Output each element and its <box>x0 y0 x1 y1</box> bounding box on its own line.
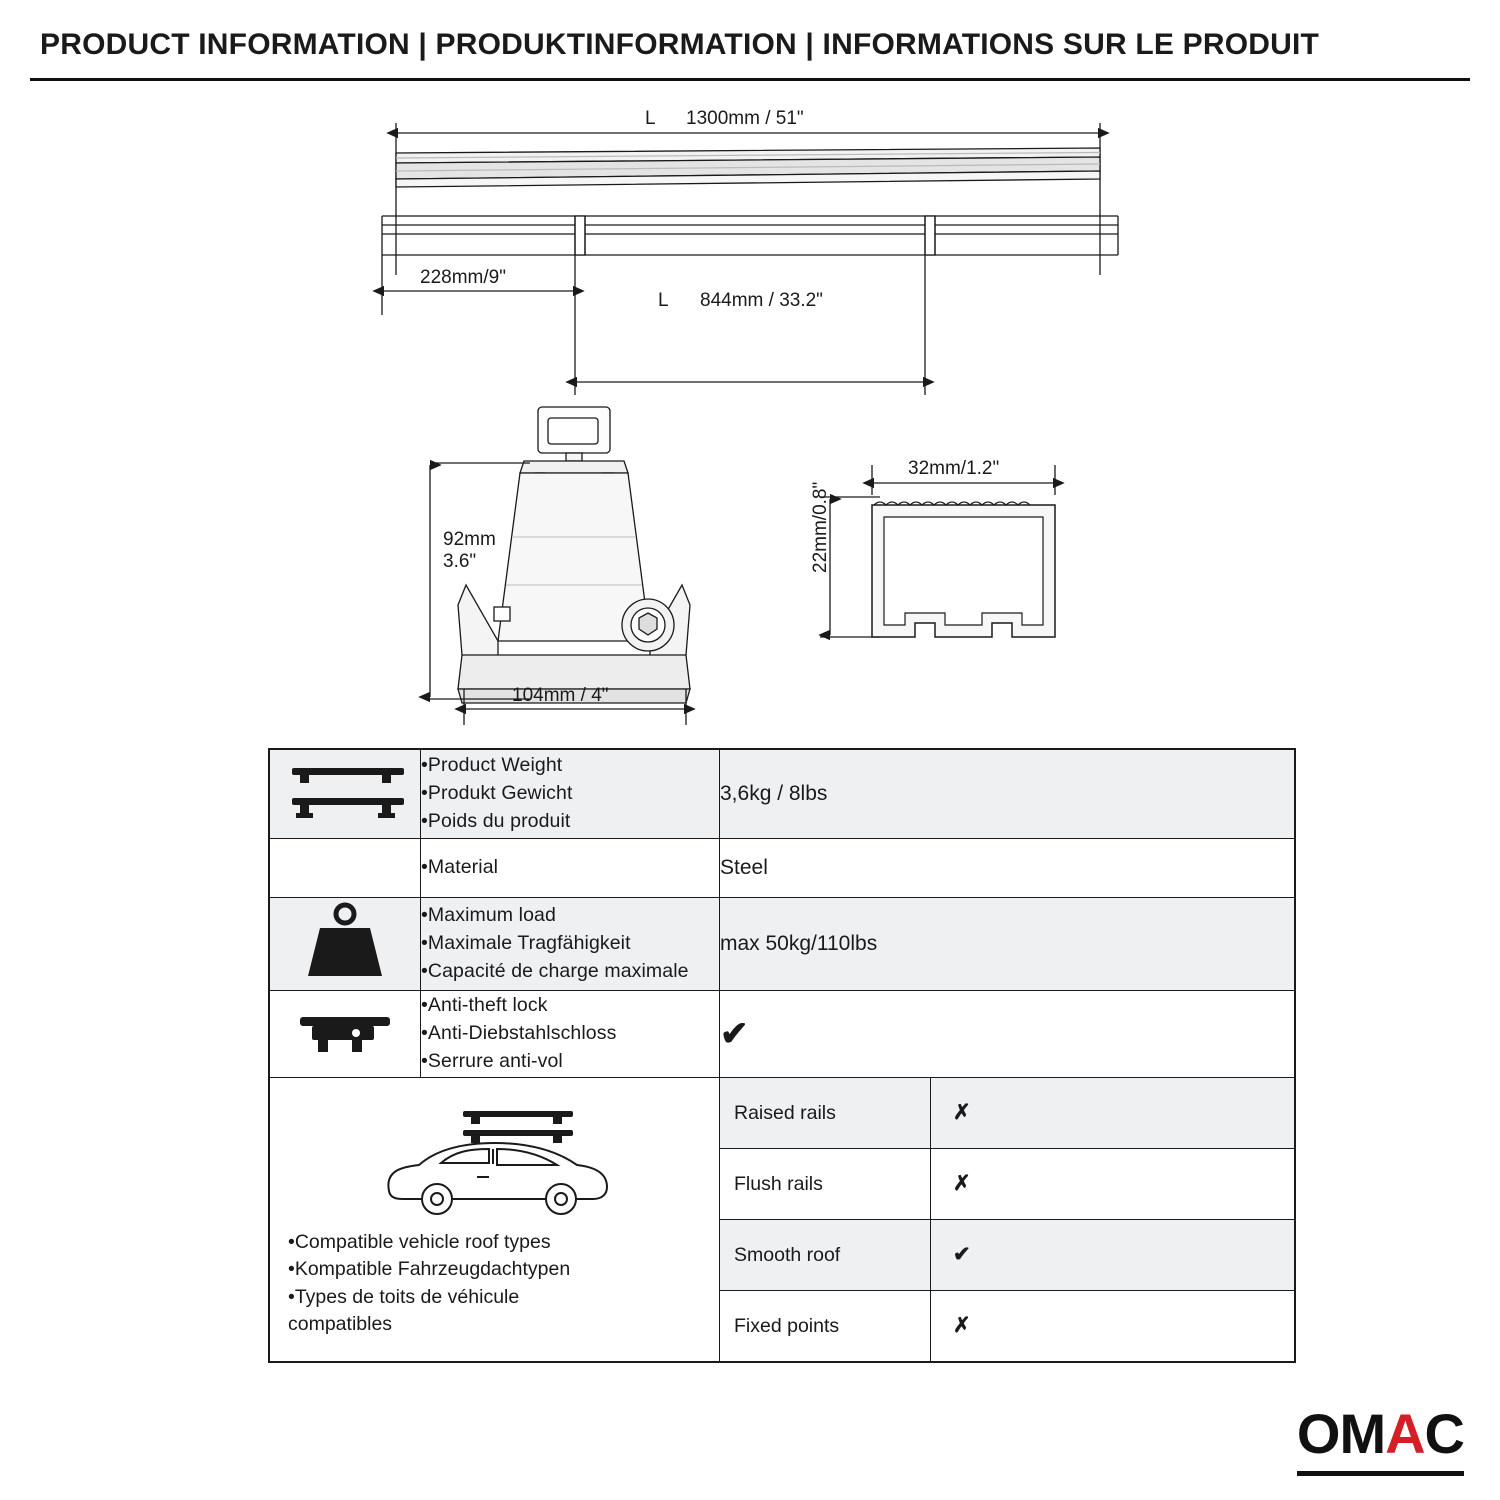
row-value-product-weight: 3,6kg / 8lbs <box>720 749 1296 839</box>
row-value-maximum-load: max 50kg/110lbs <box>720 898 1296 991</box>
svg-text:1300mm / 51": 1300mm / 51" <box>686 108 804 129</box>
svg-text:228mm/9": 228mm/9" <box>420 267 506 288</box>
svg-text:3.6": 3.6" <box>443 551 477 572</box>
row-label-product-weight <box>421 749 720 839</box>
logo-letter-o: O <box>1296 1402 1340 1465</box>
logo-underline <box>1297 1471 1464 1476</box>
svg-text:844mm / 33.2": 844mm / 33.2" <box>700 290 823 311</box>
specifications-table <box>268 748 1296 1363</box>
label-line: •Anti-Diebstahlschloss <box>421 1022 617 1045</box>
list-item <box>720 1291 1294 1362</box>
svg-text:92mm: 92mm <box>443 529 496 550</box>
svg-text:L: L <box>658 290 669 311</box>
compatibility-options-cell <box>720 1078 1296 1363</box>
label-line: •Maximum load <box>421 904 556 927</box>
cross-icon: ✗ <box>953 1100 971 1124</box>
option-name: Smooth roof <box>720 1220 931 1291</box>
weight-icon <box>269 898 421 991</box>
cross-icon: ✗ <box>953 1313 971 1337</box>
label-line: •Compatible vehicle roof types <box>288 1230 551 1253</box>
option-value <box>931 1291 1295 1362</box>
label-line: •Anti-theft lock <box>421 994 548 1017</box>
label-line: •Poids du produit <box>421 809 571 832</box>
table-row <box>269 991 1295 1078</box>
svg-text:22mm/0.8": 22mm/0.8" <box>810 481 831 573</box>
logo-letter-m: M <box>1339 1402 1386 1465</box>
cross-icon: ✗ <box>953 1171 971 1195</box>
compatibility-options-table <box>720 1078 1294 1361</box>
label-line: •Types de toits de véhicule <box>288 1285 520 1308</box>
list-item <box>720 1078 1294 1149</box>
svg-text:L: L <box>645 108 656 129</box>
option-value <box>931 1078 1295 1149</box>
label-line: •Produkt Gewicht <box>421 782 573 805</box>
option-name: Flush rails <box>720 1149 931 1220</box>
svg-text:104mm / 4": 104mm / 4" <box>512 685 609 706</box>
page-title: PRODUCT INFORMATION | PRODUKTINFORMATION | INFORMATIONS SUR LE PRODUIT <box>40 28 1320 61</box>
table-row-compatibility <box>269 1078 1295 1363</box>
lock-icon <box>269 991 421 1078</box>
check-icon: ✔ <box>720 1015 749 1053</box>
material-icon-placeholder <box>269 839 421 898</box>
list-item <box>720 1149 1294 1220</box>
car-with-rack-icon <box>270 1085 719 1223</box>
svg-text:32mm/1.2": 32mm/1.2" <box>908 458 1000 479</box>
label-line: compatibles <box>288 1312 393 1335</box>
logo-letter-c: C <box>1424 1402 1464 1465</box>
label-line: •Capacité de charge maximale <box>421 959 689 982</box>
row-value-material: Steel <box>720 839 1296 898</box>
row-label-maximum-load <box>421 898 720 991</box>
label-line: •Product Weight <box>421 754 563 777</box>
row-value-anti-theft-lock <box>720 991 1296 1078</box>
label-line: •Maximale Tragfähigkeit <box>421 932 631 955</box>
row-label-material <box>421 839 720 898</box>
label-line: •Serrure anti-vol <box>421 1049 563 1072</box>
label-line: •Material <box>421 856 499 879</box>
logo-letter-a: A <box>1385 1402 1425 1465</box>
compatibility-labels <box>270 1223 719 1354</box>
compatibility-label-cell <box>269 1078 720 1363</box>
check-icon: ✔ <box>953 1242 971 1266</box>
list-item <box>720 1220 1294 1291</box>
table-row <box>269 898 1295 991</box>
omac-logo <box>1297 1401 1464 1466</box>
row-label-anti-theft-lock <box>421 991 720 1078</box>
option-value <box>931 1220 1295 1291</box>
technical-drawing <box>0 85 1500 735</box>
option-value <box>931 1149 1295 1220</box>
table-row <box>269 749 1295 839</box>
header-divider <box>30 78 1470 81</box>
option-name: Fixed points <box>720 1291 931 1362</box>
option-name: Raised rails <box>720 1078 931 1149</box>
crossbars-icon <box>269 749 421 839</box>
label-line: •Kompatible Fahrzeugdachtypen <box>288 1258 571 1281</box>
table-row <box>269 839 1295 898</box>
